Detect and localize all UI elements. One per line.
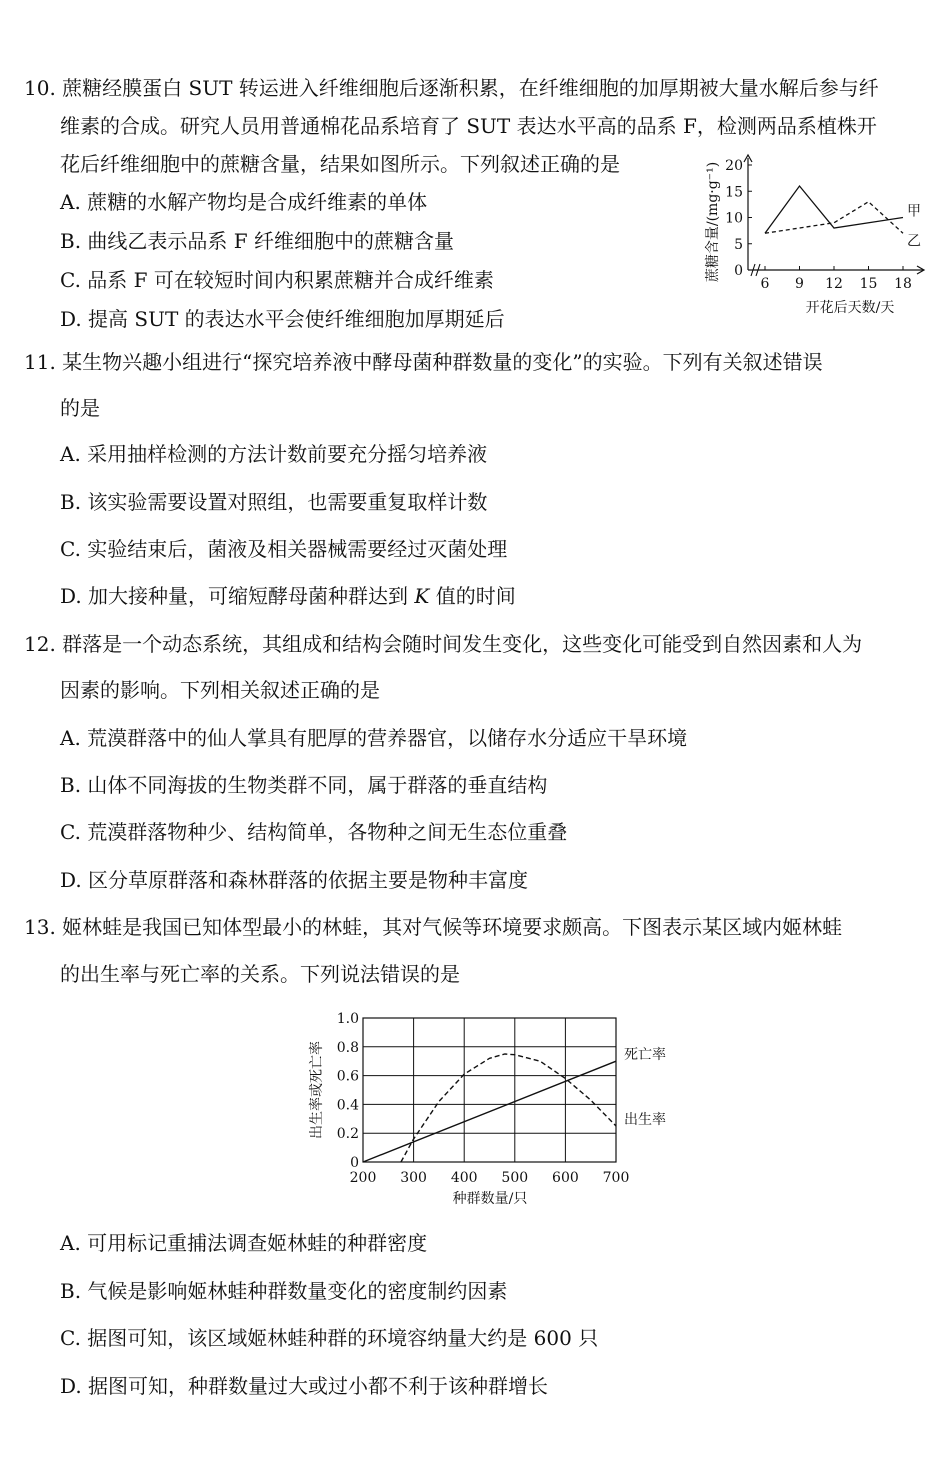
q11-option-b: B. 该实验需要设置对照组，也需要重复取样计数 [60,490,488,514]
y-tick-label: 0.6 [336,1068,359,1085]
y-tick-label: 0 [350,1155,359,1171]
x-tick-label: 600 [552,1170,579,1186]
q10-stem-line1: 10. 蔗糖经膜蛋白 SUT 转运进入纤维细胞后逐渐积累，在纤维细胞的加厚期被大量水解后参与纤 [24,76,879,100]
y-tick-label: 0.4 [336,1097,359,1114]
y-tick-label: 5 [734,236,743,253]
y-axis-title: 蔗糖含量/(mg·g⁻¹) [705,161,721,283]
x-axis-title: 开花后天数/天 [805,300,895,316]
q10-option-d: D. 提高 SUT 的表达水平会使纤维细胞加厚期延后 [60,307,505,331]
x-tick-label: 9 [795,276,804,292]
series-label: 甲 [907,203,921,220]
birth-death-rate-chart [300,1000,690,1210]
series-label: 乙 [907,233,921,250]
y-tick-label: 20 [725,158,743,174]
x-tick-label: 15 [859,276,878,292]
y-tick-label: 0.8 [336,1039,359,1056]
series-line-死亡率 [363,1061,616,1162]
q10-stem-line2: 维素的合成。研究人员用普通棉花品系培育了 SUT 表达水平高的品系 F，检测两品系植株开 [60,114,877,138]
q11-option-a: A. 采用抽样检测的方法计数前要充分摇匀培养液 [60,442,488,466]
q11-option-d-tail: 值的时间 [435,584,516,608]
k-symbol: K [414,584,430,608]
y-axis-title: 出生率或死亡率 [309,1041,325,1139]
y-tick-label: 0 [734,263,743,279]
plot-frame [363,1018,616,1162]
q10-stem-line3: 花后纤维细胞中的蔗糖含量，结果如图所示。下列叙述正确的是 [60,152,620,176]
q12-option-d: D. 区分草原群落和森林群落的依据主要是物种丰富度 [60,868,529,892]
x-tick-label: 300 [400,1170,427,1186]
q13-option-d: D. 据图可知，种群数量过大或过小都不利于该种群增长 [60,1374,549,1398]
series-label: 死亡率 [624,1047,666,1064]
x-tick-label: 18 [894,276,912,292]
q12-stem-line2: 因素的影响。下列相关叙述正确的是 [60,678,380,702]
x-tick-label: 12 [825,276,843,292]
q11-option-d-text: D. 加大接种量，可缩短酵母菌种群达到 [60,584,409,608]
q10-option-b: B. 曲线乙表示品系 F 纤维细胞中的蔗糖含量 [60,229,455,253]
x-tick-label: 6 [760,276,770,292]
q11-stem-line1: 11. 某生物兴趣小组进行“探究培养液中酵母菌种群数量的变化”的实验。下列有关叙述错误 [24,350,823,374]
series-line-出生率 [401,1054,616,1162]
x-tick-label: 700 [602,1170,630,1186]
sucrose-chart [695,150,940,320]
q11-stem-line2: 的是 [60,396,100,420]
y-tick-label: 0.2 [336,1126,359,1143]
q13-stem-line2: 的出生率与死亡率的关系。下列说法错误的是 [60,962,460,986]
q13-stem-line1: 13. 姬林蛙是我国已知体型最小的林蛙，其对气候等环境要求颇高。下图表示某区域内姬林蛙 [24,915,843,939]
q11-option-d [60,584,516,608]
x-tick-label: 500 [501,1170,529,1186]
q13-option-b: B. 气候是影响姬林蛙种群数量变化的密度制约因素 [60,1279,508,1303]
q12-option-a: A. 荒漠群落中的仙人掌具有肥厚的营养器官，以储存水分适应干旱环境 [60,726,688,750]
q10-option-c: C. 品系 F 可在较短时间内积累蔗糖并合成纤维素 [60,268,494,292]
x-axis-title: 种群数量/只 [452,1191,528,1207]
q12-stem-line1: 12. 群落是一个动态系统，其组成和结构会随时间发生变化，这些变化可能受到自然因素和人为 [24,632,863,656]
q12-option-b: B. 山体不同海拔的生物类群不同，属于群落的垂直结构 [60,773,548,797]
q11-option-c: C. 实验结束后，菌液及相关器械需要经过灭菌处理 [60,537,508,561]
x-tick-label: 200 [349,1170,377,1186]
q12-option-c: C. 荒漠群落物种少、结构简单，各物种之间无生态位重叠 [60,820,568,844]
series-label: 出生率 [624,1112,666,1128]
q13-option-a: A. 可用标记重捕法调查姬林蛙的种群密度 [60,1231,428,1255]
series-line-甲 [765,186,903,233]
y-tick-label: 10 [725,210,743,227]
x-tick-label: 400 [450,1170,478,1186]
q10-option-a: A. 蔗糖的水解产物均是合成纤维素的单体 [60,190,428,214]
y-tick-label: 1.0 [336,1011,359,1027]
q13-option-c: C. 据图可知，该区域姬林蛙种群的环境容纳量大约是 600 只 [60,1326,599,1350]
y-tick-label: 15 [725,184,743,201]
